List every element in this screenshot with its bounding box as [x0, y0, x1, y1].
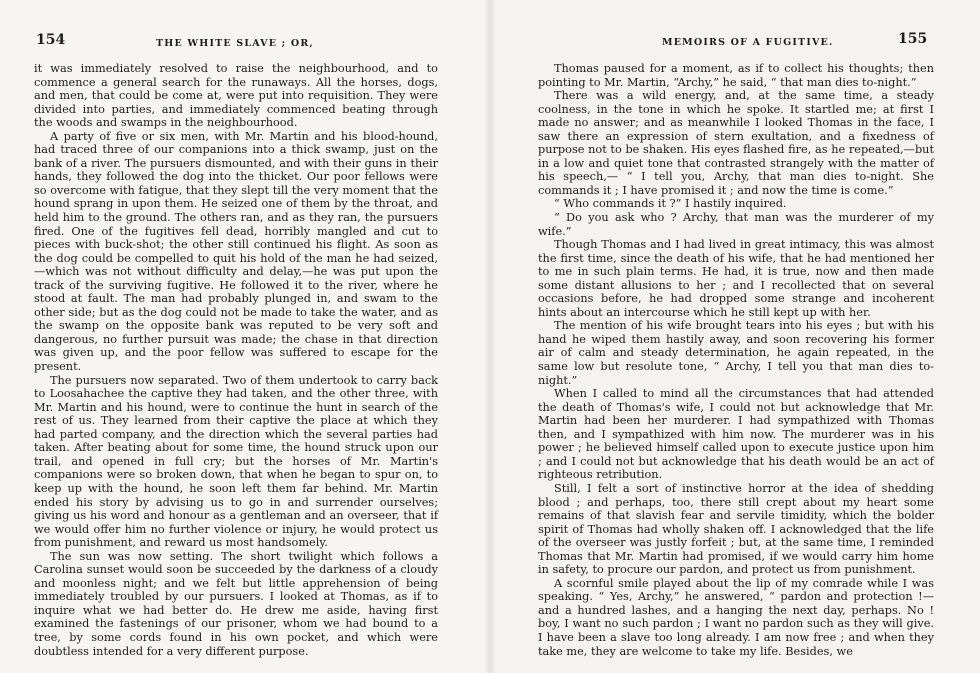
left-paragraph-3: The pursuers now separated. Two of them undertook to carry back to Loosahachee the captive they had taken, and the other three, with Mr. Martin and his hound, were to continue the hunt in search of the rest of us. They learned from their captive the place at which they had parted company, and the direction which the several parties had taken. After beating about for some time, the hound struck upon our trail, and opened in full cry; but the horses of Mr. Martin's companions were so broken down, that when he began to spur on, to keep up with the hound, he soon left them far behind. Mr. Martin ended his story by advising us to go in and surrender ourselves; giving us his word and honour as a gentleman and an overseer, that if we would offer him no further violence or injury, he would protect us from punishment, and reward us most handsomely.: [34, 373, 438, 550]
right-page-number: 155: [898, 31, 928, 47]
left-paragraph-2: A party of five or six men, with Mr. Martin and his blood-hound, had traced three of our companions into a thick swamp, just on the bank of a river. The pursuers dismounted, and with their guns in their hands, they followed the dog into the thicket. Our poor fellows were so overcome with fatigue, that they slept till the very moment that the hound sprang in upon them. He seized one of them by the throat, and held him to the ground. The others ran, and as they ran, the pursuers fired. One of the fugitives fell dead, horribly mangled and cut to pieces with buck-shot; the other still continued his flight. As soon as the dog could be compelled to quit his hold of the man he had seized,—which was not without difficulty and delay,—he was put upon the track of the surviving fugitive. He followed it to the river, where he stood at fault. The man had probably plunged in, and swam to the other side; but as the dog could not be made to take the water, and as the swamp on the opposite bank was reputed to be very soft and dangerous, no further pursuit was made; the chase in that direction was given up, and the poor fellow was suffered to escape for the present.: [34, 129, 438, 374]
left-page-text: [34, 62, 438, 658]
right-paragraph-5: Though Thomas and I had lived in great intimacy, this was almost the first time, since the death of his wife, that he had mentioned her to me in such plain terms. He had, it is true, now and then made some distant allusions to her ; and I recollected that on several occasions before, he had dropped some strange and incoherent hints about an intercourse which he still kept up with her.: [538, 238, 934, 319]
book-gutter-shadow: [484, 0, 496, 673]
right-page-text: [538, 62, 934, 658]
right-paragraph-6: The mention of his wife brought tears into his eyes ; but with his hand he wiped them hastily away, and soon recovering his former air of calm and steady determination, he again repeated, in the same low but resolute tone, “ Archy, I tell you that man dies to-night.”: [538, 319, 934, 387]
right-paragraph-3: “ Who commands it ?” I hastily inquired.: [554, 197, 787, 211]
right-paragraph-4: “ Do you ask who ? Archy, that man was the murderer of my wife.”: [538, 211, 934, 238]
left-paragraph-1: it was immediately resolved to raise the neighbourhood, and to commence a general search for the runaways. All the horses, dogs, and men, that could be come at, were put into requisition. They were divided into parties, and immediately commenced beating through the woods and swamps in the neighbourhood.: [34, 62, 438, 130]
left-running-title: THE WHITE SLAVE ; OR,: [156, 38, 314, 49]
right-paragraph-2: There was a wild energy, and, at the same time, a steady coolness, in the tone in which he spoke. It startled me; at first I made no answer; and as meanwhile I looked Thomas in the face, I saw there an expression of stern exultation, and a fixedness of purpose not to be shaken. His eyes flashed fire, as he repeated,—but in a low and quiet tone that contrasted strangely with the matter of his speech,— “ I tell you, Archy, that man dies to-night. She commands it ; I have promised it ; and now the time is come.”: [538, 89, 934, 197]
right-paragraph-9: A scornful smile played about the lip of my comrade while I was speaking. “ Yes, Archy,” he answered, “ pardon and protection !— and a hundred lashes, and a hanging the next day, perhaps. No ! boy, I want no such pardon ; I want no pardon such as they will give. I have been a slave too long already. I am now free ; and when they take me, they are welcome to take my life. Besides, we: [538, 576, 934, 658]
left-page-number: 154: [36, 32, 66, 48]
right-paragraph-8: Still, I felt a sort of instinctive horror at the idea of shedding blood ; and perhaps, too, there still crept about my heart some remains of that slavish fear and servile timidity, which the bolder spirit of Thomas had wholly shaken off. I acknowledged that the life of the overseer was justly forfeit ; but, at the same time, I reminded Thomas that Mr. Martin had promised, if we would carry him home in safety, to procure our pardon, and protect us from punishment.: [538, 481, 934, 577]
right-paragraph-1: Thomas paused for a moment, as if to collect his thoughts; then pointing to Mr. Martin, “Archy,” he said, “ that man dies to-night.”: [538, 62, 934, 89]
left-paragraph-4: The sun was now setting. The short twilight which follows a Carolina sunset would soon be succeeded by the darkness of a cloudy and moonless night; and we felt but little apprehension of being immediately troubled by our pursuers. I looked at Thomas, as if to inquire what we had better do. He drew me aside, having first examined the fastenings of our prisoner, whom we had bound to a tree, by some cords found in his own pocket, and which were doubtless intended for a very different purpose.: [34, 549, 438, 658]
right-paragraph-7: When I called to mind all the circumstances that had attended the death of Thomas's wife, I could not but acknowledge that Mr. Martin had been her murderer. I had sympathized with Thomas then, and I sympathized with him now. The murderer was in his power ; he believed himself called upon to execute justice upon him ; and I could not but acknowledge that his death would be an act of righteous retribution.: [538, 387, 934, 482]
right-running-title: MEMOIRS OF A FUGITIVE.: [662, 37, 834, 48]
right-page: [490, 0, 980, 673]
